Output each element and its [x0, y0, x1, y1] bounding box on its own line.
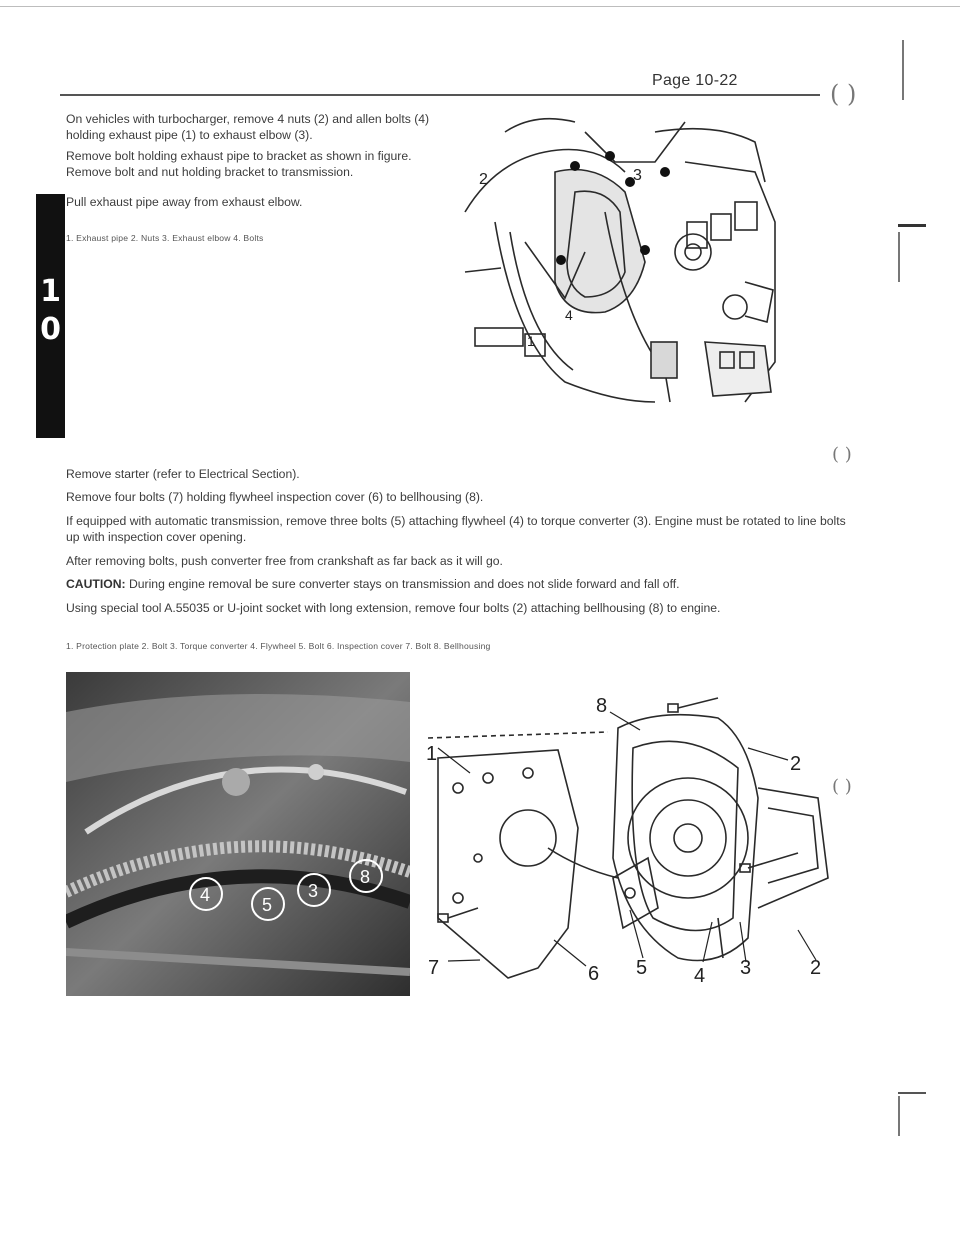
- callout-1: 1: [527, 333, 535, 349]
- photo-callout-8: 8: [360, 867, 371, 887]
- callout-5: 5: [636, 957, 648, 979]
- figure-caption: 1. Exhaust pipe 2. Nuts 3. Exhaust elbow 4. Bolts: [66, 233, 264, 243]
- caution-paragraph: [66, 576, 846, 592]
- figure-caption: 1. Protection plate 2. Bolt 3. Torque converter 4. Flywheel 5. Bolt 6. Inspection cover 7. Bolt 8. Bellhousing: [66, 641, 491, 651]
- callout-7: 7: [428, 957, 440, 979]
- page-number: Page 10-22: [652, 72, 738, 89]
- margin-mark: [898, 1092, 926, 1094]
- intro-paragraph: Pull exhaust pipe away from exhaust elbow.: [66, 195, 303, 209]
- body-paragraph: Remove starter (refer to Electrical Section).: [66, 467, 300, 481]
- section-tab-digit: 1: [40, 274, 61, 309]
- margin-mark: [902, 40, 904, 100]
- callout-4: 4: [694, 965, 706, 987]
- body-paragraph: After removing bolts, push converter free from crankshaft as far back as it will go.: [66, 554, 503, 568]
- caution-label: CAUTION:: [66, 577, 126, 591]
- binding-hole-mark: ( ): [832, 776, 852, 797]
- exhaust-elbow-figure: [455, 102, 795, 414]
- binding-hole-mark: ( ): [832, 444, 852, 465]
- callout-3: 3: [633, 167, 642, 184]
- section-tab: [36, 194, 65, 438]
- body-paragraph: Using special tool A.55035 or U-joint socket with long extension, remove four bolts (2) attaching bellhousing (8) to engine.: [66, 601, 721, 615]
- photo-callout-3: 3: [308, 881, 319, 901]
- flywheel-photo: [66, 672, 410, 996]
- callout-2: 2: [810, 957, 822, 979]
- scan-artifact-top: [0, 6, 960, 7]
- body-paragraph: Remove four bolts (7) holding flywheel inspection cover (6) to bellhousing (8).: [66, 490, 484, 504]
- bellhousing-exploded-figure: [418, 678, 858, 998]
- callout-3: 3: [740, 957, 752, 979]
- photo-callout-5: 5: [262, 895, 273, 915]
- callout-6: 6: [588, 963, 600, 985]
- margin-mark: [898, 1096, 900, 1136]
- callout-1: 1: [426, 743, 438, 765]
- caution-text: During engine removal be sure converter stays on transmission and does not slide forward and fall off.: [125, 577, 680, 591]
- photo-callout-4: 4: [200, 885, 211, 905]
- intro-paragraph: Remove bolt holding exhaust pipe to bracket as shown in figure. Remove bolt and nut holding bracket to transmission.: [66, 149, 412, 179]
- margin-mark: [898, 224, 926, 227]
- callout-2: 2: [479, 171, 488, 188]
- callout-2: 2: [790, 753, 802, 775]
- callout-4: 4: [565, 307, 573, 323]
- section-tab-digit: 0: [40, 312, 61, 347]
- body-paragraph: If equipped with automatic transmission, remove three bolts (5) attaching flywheel (4) to torque converter (3). Engine must be rotated to line bolts up with inspection cover opening.: [66, 514, 846, 544]
- header-rule: [60, 94, 820, 96]
- callout-8: 8: [596, 695, 608, 717]
- binding-hole-mark: ( ): [830, 80, 857, 108]
- intro-paragraph: On vehicles with turbocharger, remove 4 nuts (2) and allen bolts (4) holding exhaust pipe (1) to exhaust elbow (3).: [66, 112, 430, 142]
- margin-mark: [898, 232, 900, 282]
